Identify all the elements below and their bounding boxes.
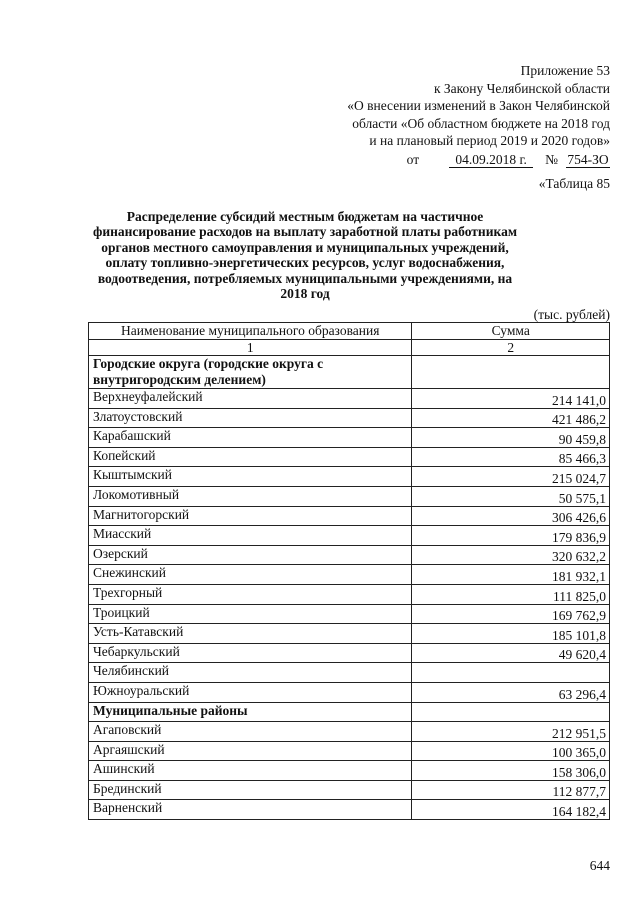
table-row [89, 604, 610, 624]
municipality-name: Трехгорный [89, 584, 412, 604]
subsidy-amount: 320 632,2 [412, 545, 610, 565]
subsidy-amount: 49 620,4 [412, 643, 610, 663]
municipality-name: Аргаяшский [89, 741, 412, 761]
subsidy-amount: 111 825,0 [412, 584, 610, 604]
municipality-name: Челябинский [89, 663, 412, 683]
law-reference: к Закону Челябинской области [433, 80, 610, 96]
subsidy-amount: 215 024,7 [412, 467, 610, 487]
column-number-1: 1 [89, 340, 412, 356]
table-row [89, 741, 610, 761]
appendix-number: Приложение 53 [520, 63, 610, 78]
amendment-line-1: «О внесении изменений в Закон Челябинской [347, 98, 610, 113]
amendment-line-2: области «Об областном бюджете на 2018 год [352, 115, 610, 131]
appendix-header [347, 62, 610, 168]
table-row [89, 526, 610, 546]
municipality-name: Верхнеуфалейский [89, 389, 412, 409]
subsidy-amount: 185 101,8 [412, 624, 610, 644]
column-number-2: 2 [412, 340, 610, 356]
date-prefix: от [406, 151, 420, 167]
municipality-name: Карабашский [89, 428, 412, 448]
municipality-name: Южноуральский [89, 682, 412, 702]
table-label: «Таблица 85 [538, 176, 610, 191]
subsidy-amount: 181 932,1 [412, 565, 610, 585]
subsidy-amount: 112 877,7 [412, 780, 610, 800]
subsidy-amount: 85 466,3 [412, 447, 610, 467]
subsidy-amount: 158 306,0 [412, 761, 610, 781]
group-row [89, 356, 610, 389]
table-row [89, 447, 610, 467]
table-row [89, 624, 610, 644]
law-date-line [347, 151, 610, 169]
municipality-name: Агаповский [89, 722, 412, 742]
table-row [89, 389, 610, 409]
table-row [89, 545, 610, 565]
table-row [89, 722, 610, 742]
municipality-name: Усть-Катавский [89, 624, 412, 644]
law-date: 04.09.2018 г. [449, 153, 533, 168]
municipality-name: Ашинский [89, 761, 412, 781]
municipality-name: Троицкий [89, 604, 412, 624]
number-sign: № [545, 151, 558, 167]
table-row [89, 467, 610, 487]
column-header-sum: Сумма [412, 323, 610, 340]
municipality-name: Локомотивный [89, 486, 412, 506]
column-header-name: Наименование муниципального образования [89, 323, 412, 340]
amendment-line-3: и на плановый период 2019 и 2020 годов» [369, 133, 610, 148]
municipality-name: Варненский [89, 800, 412, 820]
page-number: 644 [589, 858, 610, 873]
subsidy-amount: 100 365,0 [412, 741, 610, 761]
group-sum [412, 356, 610, 389]
municipality-name: Снежинский [89, 565, 412, 585]
subsidy-amount: 169 762,9 [412, 604, 610, 624]
group-name: Городские округа (городские округа с внутригородским делением) [89, 356, 412, 389]
municipality-name: Миасский [89, 526, 412, 546]
table-row [89, 486, 610, 506]
table-row [89, 408, 610, 428]
municipality-name: Кыштымский [89, 467, 412, 487]
subsidy-amount [412, 663, 610, 683]
subsidy-amount: 214 141,0 [412, 389, 610, 409]
units-label: (тыс. рублей) [533, 307, 610, 322]
table-row [89, 428, 610, 448]
law-number: 754-ЗО [567, 151, 609, 167]
subsidy-amount: 179 836,9 [412, 526, 610, 546]
subsidy-amount: 421 486,2 [412, 408, 610, 428]
subsidy-amount: 306 426,6 [412, 506, 610, 526]
municipality-name: Чебаркульский [89, 643, 412, 663]
municipality-name: Магнитогорский [89, 506, 412, 526]
subsidy-amount: 50 575,1 [412, 486, 610, 506]
table-row [89, 506, 610, 526]
subsidy-amount: 63 296,4 [412, 682, 610, 702]
subsidy-amount: 90 459,8 [412, 428, 610, 448]
table-row [89, 565, 610, 585]
subsidy-amount: 212 951,5 [412, 722, 610, 742]
group-sum [412, 702, 610, 722]
table-row [89, 800, 610, 820]
subsidy-table [88, 322, 610, 820]
municipality-name: Озерский [89, 545, 412, 565]
table-row [89, 682, 610, 702]
table-row [89, 584, 610, 604]
table-header-row [89, 323, 610, 340]
municipality-name: Брединский [89, 780, 412, 800]
group-name: Муниципальные районы [89, 702, 412, 722]
table-row [89, 663, 610, 683]
group-row [89, 702, 610, 722]
table-body [89, 356, 610, 820]
municipality-name: Златоустовский [89, 408, 412, 428]
document-title: Распределение субсидий местным бюджетам на частичное финансирование расходов на выплату заработной платы работникам органов местного самоуправления и муниципальных учреждений, оплату топливно-энергетических ресурсов, услуг водоснабжения, водоотведения, потребляемых муниципальными учреждениями, на 2018 год [92, 209, 518, 302]
table-row [89, 761, 610, 781]
subsidy-amount: 164 182,4 [412, 800, 610, 820]
column-number-row [89, 340, 610, 356]
municipality-name: Копейский [89, 447, 412, 467]
table-row [89, 643, 610, 663]
table-row [89, 780, 610, 800]
